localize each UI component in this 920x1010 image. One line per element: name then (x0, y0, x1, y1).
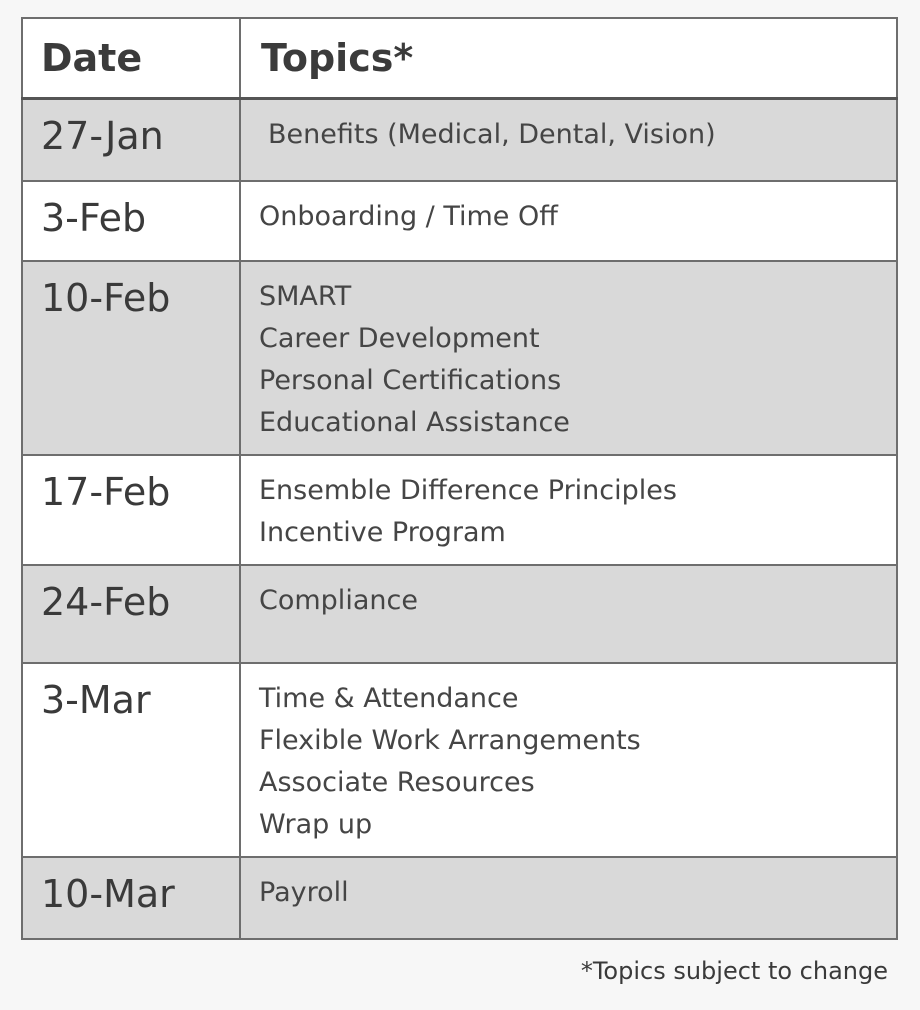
topic-item: Payroll (259, 876, 349, 908)
header-row (22, 18, 897, 99)
topic-item: Associate Resources (259, 766, 535, 798)
topic-item: Compliance (259, 584, 418, 616)
topic-item: Flexible Work Arrangements (259, 724, 641, 756)
topics-cell (240, 565, 897, 663)
topic-item: Benefits (Medical, Dental, Vision) (268, 119, 716, 150)
topics-cell (240, 455, 897, 565)
topics-cell (240, 857, 897, 939)
topic-item: Incentive Program (259, 516, 506, 548)
table-row (22, 663, 897, 857)
table-row (22, 261, 897, 455)
topics-cell (240, 99, 897, 181)
topics-cell (240, 181, 897, 261)
date-cell: 27-Jan (22, 99, 240, 181)
topic-item: SMART (259, 280, 352, 312)
date-cell: 3-Feb (22, 181, 240, 261)
table-row (22, 857, 897, 939)
date-cell: 24-Feb (22, 565, 240, 663)
topic-item: Ensemble Difference Principles (259, 474, 677, 506)
topics-column-header: Topics* (240, 18, 897, 99)
topic-item: Wrap up (259, 808, 373, 840)
date-column-header: Date (22, 18, 240, 99)
date-cell: 10-Mar (22, 857, 240, 939)
table-row (22, 181, 897, 261)
topic-item: Onboarding / Time Off (259, 200, 558, 232)
date-cell: 17-Feb (22, 455, 240, 565)
date-cell: 3-Mar (22, 663, 240, 857)
topic-item: Personal Certifications (259, 364, 562, 396)
topic-item: Time & Attendance (259, 682, 519, 714)
table-row (22, 565, 897, 663)
topics-cell (240, 261, 897, 455)
topic-item: Career Development (259, 322, 540, 354)
topics-cell (240, 663, 897, 857)
date-cell: 10-Feb (22, 261, 240, 455)
schedule-table (21, 17, 898, 940)
topic-item: Educational Assistance (259, 406, 570, 438)
table-row (22, 99, 897, 181)
footnote: *Topics subject to change (580, 957, 888, 985)
table-row (22, 455, 897, 565)
